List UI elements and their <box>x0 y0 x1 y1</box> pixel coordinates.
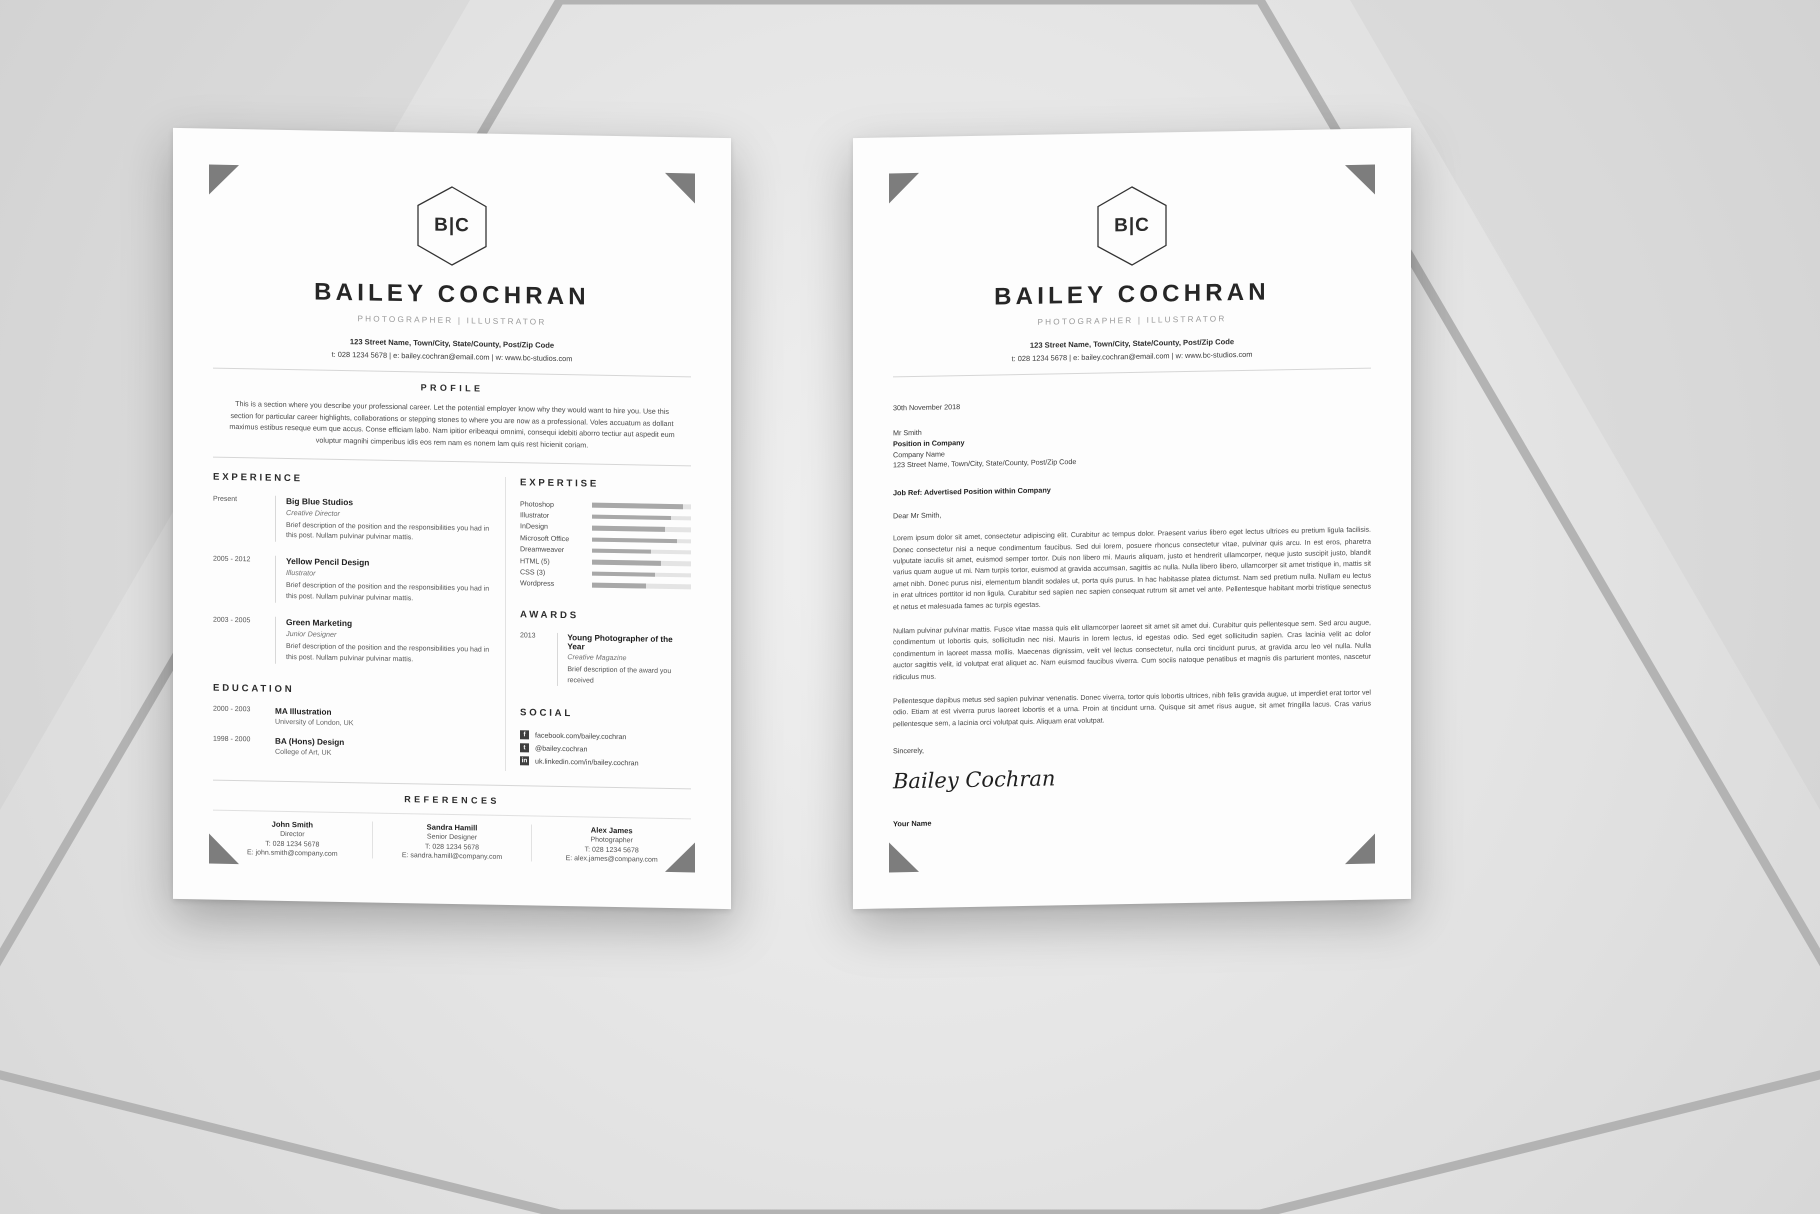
skill-bar-track <box>592 526 691 532</box>
experience-company: Big Blue Studios <box>286 495 353 507</box>
twitter-icon: t <box>520 744 529 753</box>
education-period: 1998 - 2000 <box>213 735 251 743</box>
skill-label: HTML (5) <box>520 556 550 566</box>
experience-period: 2003 - 2005 <box>213 616 251 625</box>
reference-name: Alex James <box>590 825 633 835</box>
experience-item <box>213 555 493 607</box>
experience-item <box>213 616 493 668</box>
contact-line: t: 028 1234 5678 | e: bailey.cochran@email.com | w: www.bc-studios.com <box>331 349 573 364</box>
resume-page[interactable] <box>173 128 731 909</box>
skill-label: Illustrator <box>520 511 550 520</box>
section-title-expertise: EXPERTISE <box>520 476 600 490</box>
job-reference: Job Ref: Advertised Position within Company <box>893 485 1051 498</box>
award-item <box>520 633 691 689</box>
divider <box>213 809 691 819</box>
award-description: Brief description of the award you received <box>567 666 672 685</box>
experience-role: Illustrator <box>286 568 316 578</box>
divider <box>213 456 691 466</box>
skill-row <box>520 557 691 568</box>
letter-date: 30th November 2018 <box>893 402 961 413</box>
resume-left-column <box>213 471 505 770</box>
section-title-references: REFERENCES <box>404 793 500 806</box>
letter-paragraph: Nullam pulvinar pulvinar mattis. Fusce vitae massa quis elit ullamcorper laoreet sit amet sit amet dui. Curabitur quis pellentesque sem. Sed arcu augue, condimentum ut lobortis quis, sollicitudin nec nisi. Mauris in lorem lectus, id egestas odio. Sed eget sollicitudin sapien. Cras lacinia velit ac dolor condimentum in laoreet massa mollis. Maecenas dignissim, velit vel lectus consectetur, nulla orci tincidunt purus, at gravida arcu leo vel nulla. Nulla auctor sagittis velit, id volutpat erat aliquet ac. Nam euismod faucibus viverra. Cum sociis natoque penatibus et magnis dis parturient montes, nascetur ridiculus mus. <box>893 619 1371 682</box>
skill-bar-track <box>592 571 691 577</box>
contact-line: t: 028 1234 5678 | e: bailey.cochran@email.com | w: www.bc-studios.com <box>1011 349 1253 364</box>
reference-email: E: sandra.hamill@company.com <box>401 852 503 862</box>
education-degree: MA Illustration <box>275 706 332 717</box>
reference-role: Senior Designer <box>426 833 478 842</box>
social-handle: uk.linkedin.com/in/bailey.cochran <box>535 757 639 768</box>
skill-bar-track <box>592 514 691 520</box>
experience-company: Yellow Pencil Design <box>286 556 370 568</box>
letter-logo <box>893 181 1371 272</box>
address-line: 123 Street Name, Town/City, State/County, Post/Zip Code <box>349 337 555 350</box>
reference-name: John Smith <box>271 819 313 830</box>
section-title-experience: EXPERIENCE <box>213 471 303 484</box>
divider <box>213 368 691 378</box>
recipient-company: Company Name <box>893 449 945 459</box>
recipient-address: 123 Street Name, Town/City, State/County, Post/Zip Code <box>893 457 1077 470</box>
experience-description: Brief description of the position and the responsibilities you had in this post. Nullam pulvinar pulvinar mattis. <box>286 582 490 603</box>
monogram-text: B|C <box>1114 214 1150 237</box>
skill-label: Dreamweaver <box>520 545 565 555</box>
letter-salutation: Dear Mr Smith, <box>893 510 942 521</box>
reference-email: E: alex.james@company.com <box>565 855 658 864</box>
reference-item <box>531 824 691 864</box>
skill-bar-track <box>592 503 691 509</box>
your-name-label: Your Name <box>893 818 932 829</box>
skill-row <box>520 545 691 556</box>
reference-role: Photographer <box>590 836 633 845</box>
experience-period: 2005 - 2012 <box>213 555 251 564</box>
linkedin-icon: in <box>521 757 528 765</box>
address-line: 123 Street Name, Town/City, State/County, Post/Zip Code <box>1029 337 1235 350</box>
experience-role: Creative Director <box>286 507 340 518</box>
section-title-awards: AWARDS <box>520 609 579 622</box>
skill-row <box>520 568 691 579</box>
experience-company: Green Marketing <box>286 616 353 629</box>
education-school: University of London, UK <box>275 717 354 727</box>
experience-description: Brief description of the position and the responsibilities you had in this post. Nullam pulvinar pulvinar mattis. <box>286 642 490 664</box>
experience-role: Junior Designer <box>286 628 337 639</box>
skill-row <box>520 511 691 522</box>
reference-item <box>213 818 372 858</box>
skill-row <box>520 500 691 511</box>
skill-label: Microsoft Office <box>520 534 570 543</box>
page-title: BAILEY COCHRAN <box>314 278 590 311</box>
award-organisation: Creative Magazine <box>567 653 627 663</box>
skill-bar-track <box>592 537 691 543</box>
page-title: BAILEY COCHRAN <box>994 278 1270 311</box>
divider <box>893 368 1371 378</box>
resume-right-column <box>505 477 691 774</box>
social-item-twitter[interactable] <box>520 744 691 756</box>
letter-paragraph: Lorem ipsum dolor sit amet, consectetur adipiscing elit. Curabitur ac tempus dolor. Praesent varius libero eget lectus ultrices eu pretium ligula facilisis. Donec consectetur nisi a neque condimentum faucibus. Sed dui lorem, posuere rhoncus consectetur vitae, pulvinar quis arcu. In est eros, pharetra vulputate iaculis sit amet, euismod semper tortor. Duis non libero mi. Mauris aliquam, justo et hendrerit ullamcorper, neque justo suscipit justo, blandit varius quam augue ut mi. Nam turpis tortor, euismod at gravida accumsan, sagittis ac nulla. Nulla libero libero, ullamcorper sit amet tristique in, mattis sit amet nibh. Donec purus nisi, elementum blandit sodales ut, porta quis purus. In hac habitasse platea dictumst. Nam sed pretium nulla. Nullam eu lectus in erat ultrices porttitor id non ligula. Curabitur sed sapien nec sapien consequat rutrum sit amet vel ante. Pellentesque habitant morbi tristique senectus et netus et malesuada fames ac turpis egestas. <box>893 526 1371 612</box>
profile-text: This is a section where you describe your professional career. Let the potential employer know why they would want to hire you. Use this section for particular career highlights, collaborations or stepping stones to where you are now as a professional. Voles accuatum as dollant maximus estibus reseque eum que accus. Conse efficiam labo. Nam ipitior eribeaqui omnimi, consequi idebiti aborro tectiur aut aspedit eum voluptur magnihi cimperibus idis eos rem nam es nonem lam quis rest hicienit coriam. <box>229 399 675 450</box>
section-title-social: SOCIAL <box>520 707 574 720</box>
experience-period: Present <box>213 495 238 503</box>
skill-label: Photoshop <box>520 499 554 509</box>
skill-label: CSS (3) <box>520 568 546 577</box>
experience-description: Brief description of the position and the responsibilities you had in this post. Nullam pulvinar pulvinar mattis. <box>286 521 490 542</box>
resume-logo <box>213 181 691 272</box>
education-school: College of Art, UK <box>275 747 332 757</box>
skill-bar-track <box>592 560 691 566</box>
skill-bar-track <box>592 549 691 555</box>
recipient-position: Position in Company <box>893 437 965 449</box>
section-title-education: EDUCATION <box>213 682 295 695</box>
experience-item <box>213 494 493 546</box>
reference-phone: T: 028 1234 5678 <box>265 840 320 849</box>
recipient-block <box>893 420 1371 472</box>
facebook-icon: f <box>520 731 529 740</box>
skill-label: InDesign <box>520 522 548 532</box>
skill-bar-track <box>592 583 691 589</box>
social-handle: @bailey.cochran <box>535 744 588 754</box>
reference-phone: T: 028 1234 5678 <box>424 843 480 852</box>
recipient-name: Mr Smith <box>893 427 922 438</box>
job-role-subtitle: PHOTOGRAPHER | ILLUSTRATOR <box>1037 314 1227 327</box>
divider <box>213 779 691 789</box>
skill-label: Wordpress <box>520 579 555 589</box>
social-handle: facebook.com/bailey.cochran <box>535 731 627 742</box>
education-degree: BA (Hons) Design <box>275 736 345 747</box>
reference-item <box>372 821 532 861</box>
letter-paragraph: Pellentesque dapibus metus sed sapien pulvinar venenatis. Donec viverra, tortor quis lobortis ultrices, nibh felis gravida augue, ut imperdiet erat tortor vel odio. Etiam at est viverra purus laoreet lobortis et a urna. Proin at tincidunt urna. Quisque sit amet risus augue, sit amet fringilla lacus. Cras varius pellentesque sem, a lacinia orci volutpat quis. Aliquam erat volutpat. <box>893 689 1371 729</box>
cover-letter-page[interactable] <box>853 128 1411 909</box>
skill-row <box>520 534 691 545</box>
job-role-subtitle: PHOTOGRAPHER | ILLUSTRATOR <box>357 314 547 327</box>
letter-sign-off: Sincerely, <box>893 746 925 756</box>
education-period: 2000 - 2003 <box>213 705 251 713</box>
section-title-profile: PROFILE <box>420 382 484 394</box>
education-item <box>213 705 493 729</box>
skill-row <box>520 580 691 591</box>
monogram-text: B|C <box>434 214 470 237</box>
reference-name: Sandra Hamill <box>426 822 478 833</box>
social-item-linkedin[interactable] <box>520 757 691 769</box>
references-list <box>213 818 691 864</box>
social-item-facebook[interactable] <box>520 731 691 743</box>
skill-row <box>520 523 691 534</box>
reference-phone: T: 028 1234 5678 <box>584 846 639 855</box>
reference-email: E: john.smith@company.com <box>247 849 338 859</box>
award-year: 2013 <box>520 632 536 640</box>
education-item <box>213 735 493 759</box>
award-title: Young Photographer of the Year <box>567 633 673 652</box>
signature: Bailey Cochran <box>893 766 1056 794</box>
reference-role: Director <box>280 831 305 839</box>
